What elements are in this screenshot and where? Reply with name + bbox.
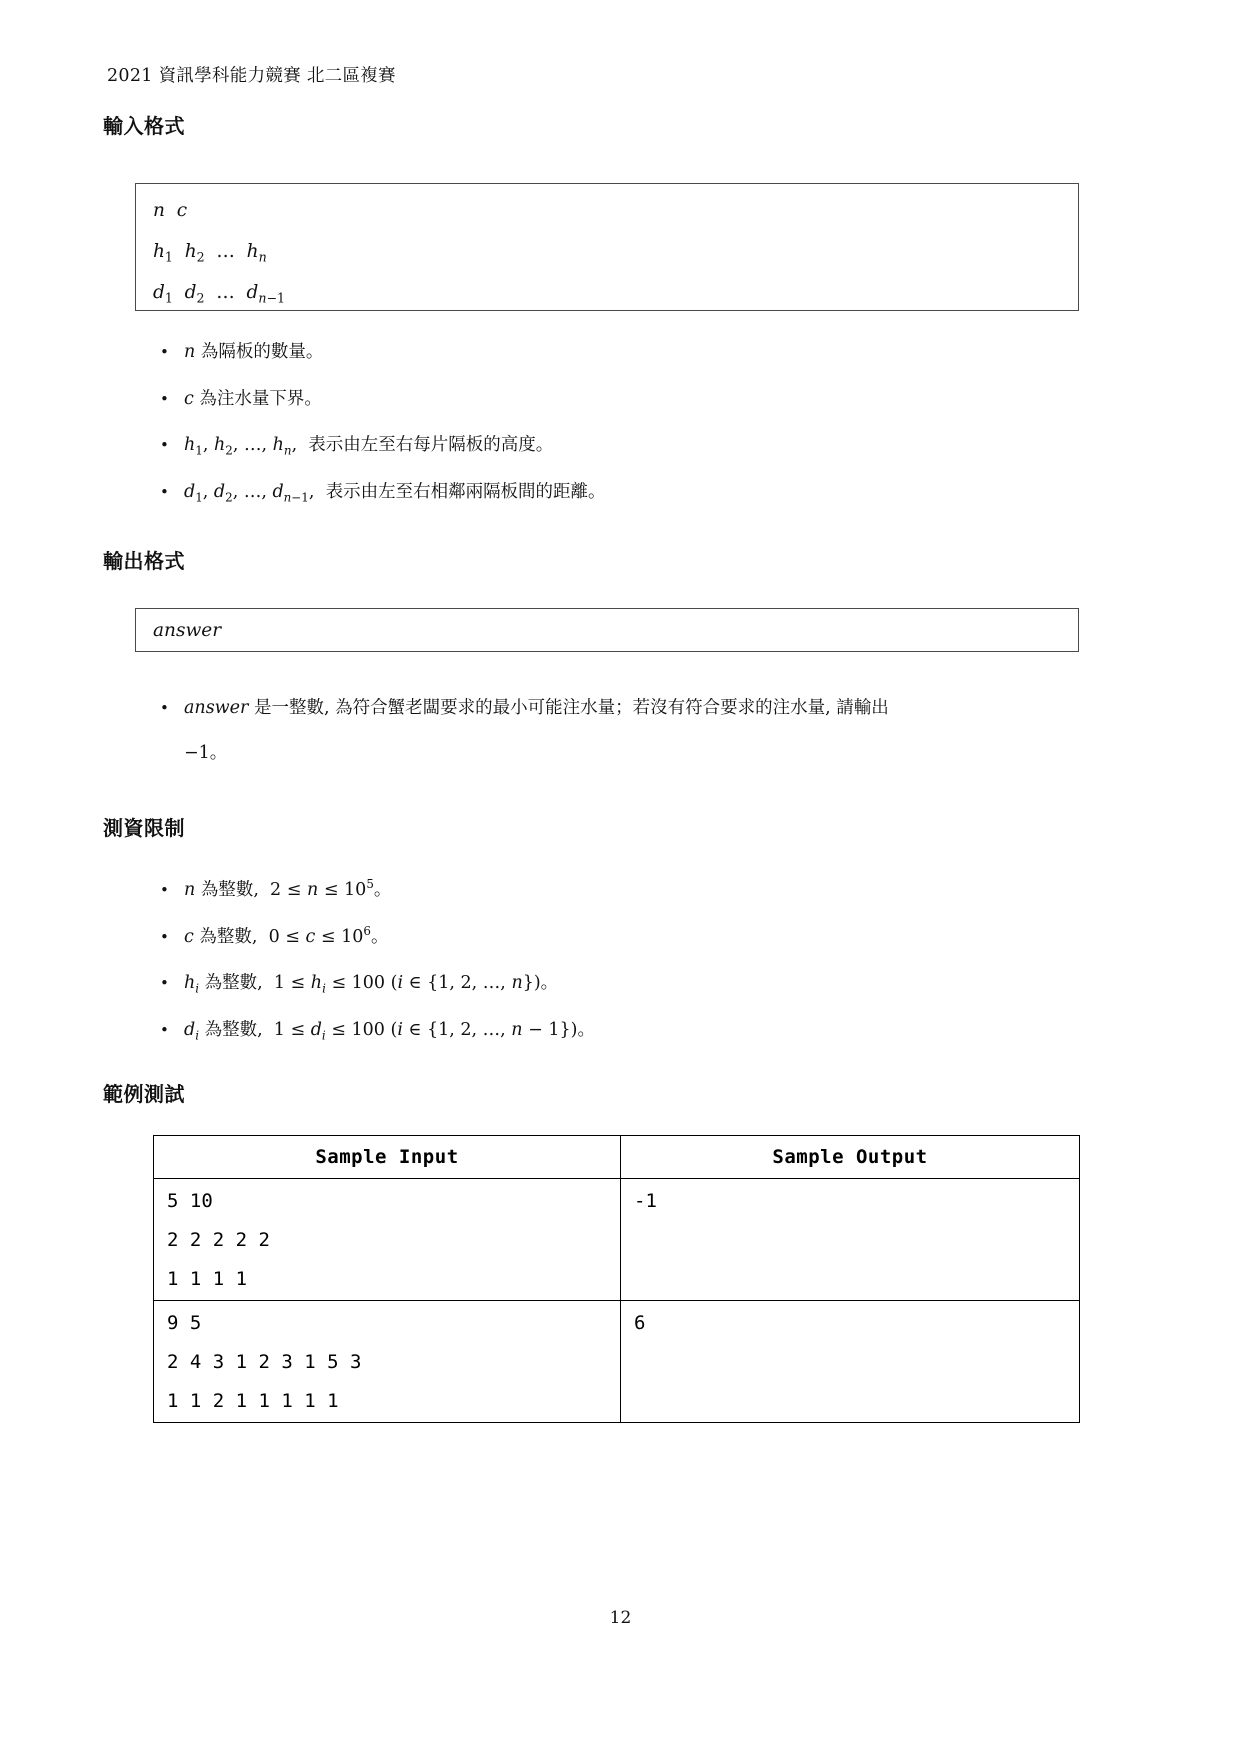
- sample-input-line: 1 1 1 1: [167, 1268, 248, 1290]
- section-heading-input-format: 輸入格式: [103, 114, 185, 138]
- list-item: • c 為整數, $0 \le c \le 10^6$。: [184, 923, 1024, 952]
- input-box-line-2: $h_1$ $h_2$ … $h_n$: [153, 241, 267, 265]
- list-item: • $d_1$, $d_2$, …, $d_{n-1}$, 表示由左至右相鄰兩隔板間的距離。: [184, 478, 1024, 507]
- table-header-row: [154, 1136, 1080, 1179]
- output-format-box: [135, 608, 1079, 652]
- sample-output-cell-1: [621, 1179, 1080, 1301]
- input-box-line-3: $d_1$ $d_2$ … $d_{n-1}$: [153, 282, 286, 306]
- sample-output-line: -1: [634, 1190, 657, 1212]
- section-heading-constraints: 測資限制: [103, 816, 185, 840]
- list-item: • n 為隔板的數量。: [184, 338, 1024, 367]
- list-item: • $h_1$, $h_2$, …, $h_n$, 表示由左至右每片隔板的高度。: [184, 431, 1024, 460]
- sample-input-line: 2 4 3 1 2 3 1 5 3: [167, 1351, 362, 1373]
- input-format-box: [135, 183, 1079, 311]
- sample-input-line: 9 5: [167, 1312, 202, 1334]
- list-item: • c 為注水量下界。: [184, 385, 1024, 414]
- sample-output-line: 6: [634, 1312, 646, 1334]
- section-heading-samples: 範例測試: [103, 1082, 185, 1106]
- sample-input-line: 2 2 2 2 2: [167, 1229, 270, 1251]
- sample-input-line: 5 10: [167, 1190, 213, 1212]
- sample-input-cell-1: [154, 1179, 621, 1301]
- list-item: • answer 是一整數, 為符合蟹老闆要求的最小可能注水量；若沒有符合要求的注水量, 請輸出 −1。: [184, 686, 1016, 776]
- section-heading-output-format: 輸出格式: [103, 549, 185, 573]
- input-box-line-1: n c: [153, 200, 188, 221]
- sample-input-cell-2: [154, 1301, 621, 1423]
- column-header-sample-input: Sample Input: [154, 1136, 621, 1179]
- table-row: [154, 1301, 1080, 1423]
- sample-input-line: 1 1 2 1 1 1 1 1: [167, 1390, 339, 1412]
- input-format-bullet-list: [184, 338, 1024, 524]
- document-header: 2021 資訊學科能力競賽 北二區複賽: [107, 66, 396, 86]
- output-format-bullet-list: [184, 686, 1016, 776]
- list-item: • $h_i$ 為整數, $1 \le h_i \le 100$ (i ∈ {1, 2, …, n})。: [184, 969, 1024, 998]
- sample-output-cell-2: [621, 1301, 1080, 1423]
- list-item: • n 為整數, $2 \le n \le 10^5$。: [184, 876, 1024, 905]
- output-box-line: answer: [153, 619, 222, 641]
- list-item: • $d_i$ 為整數, $1 \le d_i \le 100$ (i ∈ {1, 2, …, n − 1})。: [184, 1016, 1024, 1045]
- table-row: [154, 1179, 1080, 1301]
- constraints-bullet-list: [184, 876, 1024, 1062]
- sample-io-table: [153, 1135, 1080, 1423]
- column-header-sample-output: Sample Output: [621, 1136, 1080, 1179]
- page-number: 12: [609, 1608, 632, 1628]
